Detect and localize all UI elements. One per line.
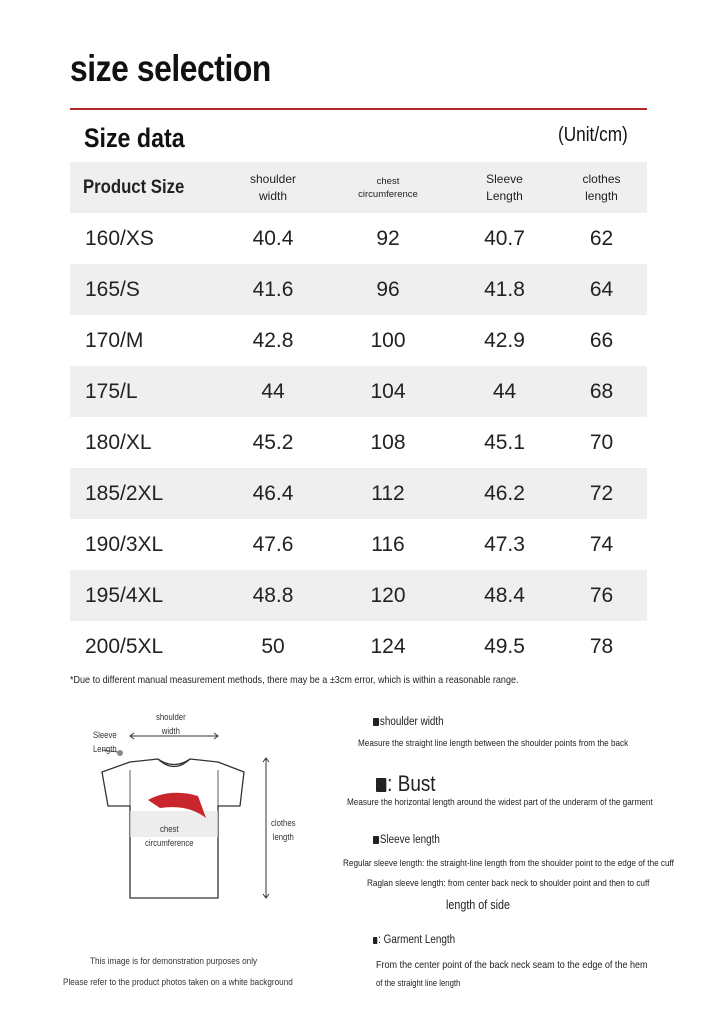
cell-chest: 108 <box>370 430 406 454</box>
garment-length-title: : Garment Length <box>373 934 455 946</box>
diagram-shoulder-label: shoulder width <box>156 712 186 736</box>
table-row <box>70 468 647 519</box>
cell-chest: 104 <box>370 379 406 403</box>
table-row <box>70 315 647 366</box>
cell-chest: 100 <box>370 328 406 352</box>
cell-chest: 112 <box>371 481 405 505</box>
cell-size: 170/M <box>85 328 144 352</box>
cell-shoulder: 46.4 <box>252 481 294 505</box>
cell-size: 200/5XL <box>85 634 164 658</box>
sleeve-desc-raglan: Raglan sleeve length: from center back neck to shoulder point and then to cuff <box>367 878 650 889</box>
cell-size: 190/3XL <box>85 532 164 556</box>
diagram-chest-label: chest circumference <box>145 824 194 848</box>
cell-length: 76 <box>589 583 614 607</box>
marker-icon <box>373 836 379 844</box>
header-clothes-length: clothes length <box>582 171 621 203</box>
cell-length: 66 <box>589 328 614 352</box>
cell-size: 185/2XL <box>85 481 164 505</box>
cell-shoulder: 50 <box>261 634 285 658</box>
cell-size: 180/XL <box>85 430 152 454</box>
cell-size: 195/4XL <box>85 583 164 607</box>
cell-sleeve: 42.9 <box>484 328 525 352</box>
cell-length: 72 <box>589 481 614 505</box>
cell-shoulder: 40.4 <box>252 226 294 250</box>
cell-chest: 96 <box>376 277 400 301</box>
section-title: Size data <box>84 123 185 153</box>
cell-length: 68 <box>589 379 614 403</box>
cell-sleeve: 44 <box>492 379 517 403</box>
cell-shoulder: 48.8 <box>252 583 294 607</box>
cell-length: 74 <box>589 532 614 556</box>
cell-size: 160/XS <box>85 226 154 250</box>
table-row <box>70 264 647 315</box>
marker-icon <box>373 718 379 726</box>
disclaimer-line-1: This image is for demonstration purposes only <box>90 956 258 967</box>
shoulder-width-title: shoulder width <box>373 716 444 728</box>
cell-sleeve: 41.8 <box>484 277 525 301</box>
unit-label: (Unit/cm) <box>558 124 628 146</box>
table-row <box>70 570 647 621</box>
cell-shoulder: 42.8 <box>252 328 294 352</box>
cell-length: 62 <box>589 226 614 250</box>
table-header-row <box>70 162 647 213</box>
sleeve-desc-side: length of side <box>446 898 510 912</box>
sleeve-desc-regular: Regular sleeve length: the straight-line length from the shoulder point to the edge of the cuff <box>343 858 674 869</box>
cell-shoulder: 44 <box>261 379 285 403</box>
shoulder-width-desc: Measure the straight line length between the shoulder points from the back <box>358 738 629 749</box>
cell-size: 165/S <box>85 277 140 301</box>
cell-length: 78 <box>589 634 614 658</box>
table-row <box>70 366 647 417</box>
diagram-sleeve-label: Sleeve Length <box>93 730 117 754</box>
garment-desc-1: From the center point of the back neck seam to the edge of the hem <box>376 959 648 971</box>
header-shoulder-width: shoulder width <box>249 171 297 203</box>
cell-chest: 120 <box>370 583 406 607</box>
table-row <box>70 519 647 570</box>
measurement-note: *Due to different manual measurement methods, there may be a ±3cm error, which is within a reasonable range. <box>70 674 519 686</box>
cell-sleeve: 45.1 <box>484 430 525 454</box>
cell-sleeve: 47.3 <box>484 532 525 556</box>
bust-desc: Measure the horizontal length around the widest part of the underarm of the garment <box>347 797 653 808</box>
title-divider <box>70 108 647 110</box>
disclaimer-line-2: Please refer to the product photos taken on a white background <box>63 977 293 988</box>
cell-sleeve: 49.5 <box>484 634 525 658</box>
cell-shoulder: 41.6 <box>252 277 294 301</box>
size-table <box>70 162 647 672</box>
cell-shoulder: 47.6 <box>252 532 294 556</box>
table-row <box>70 417 647 468</box>
sleeve-point-icon <box>117 750 123 756</box>
cell-sleeve: 46.2 <box>484 481 525 505</box>
marker-icon <box>373 937 377 944</box>
cell-sleeve: 40.7 <box>484 226 525 250</box>
bust-title: : Bust <box>376 771 436 797</box>
cell-shoulder: 45.2 <box>252 430 294 454</box>
sleeve-length-title: Sleeve length <box>373 834 440 846</box>
table-row <box>70 621 647 672</box>
page-title: size selection <box>70 48 271 89</box>
header-product-size: Product Size <box>83 177 185 198</box>
marker-icon <box>376 778 386 792</box>
cell-sleeve: 48.4 <box>484 583 525 607</box>
clothes-length-arrow <box>263 758 269 898</box>
cell-length: 70 <box>589 430 614 454</box>
cell-chest: 92 <box>376 226 400 250</box>
garment-desc-2: of the straight line length <box>376 978 461 988</box>
table-row <box>70 213 647 264</box>
cell-size: 175/L <box>85 379 138 403</box>
header-sleeve-length: Sleeve Length <box>486 171 523 203</box>
cell-chest: 124 <box>370 634 406 658</box>
header-chest-circumference: chest circumference <box>358 175 418 200</box>
diagram-clothes-label: clothes length <box>271 818 296 842</box>
cell-length: 64 <box>589 277 614 301</box>
cell-chest: 116 <box>371 532 405 556</box>
